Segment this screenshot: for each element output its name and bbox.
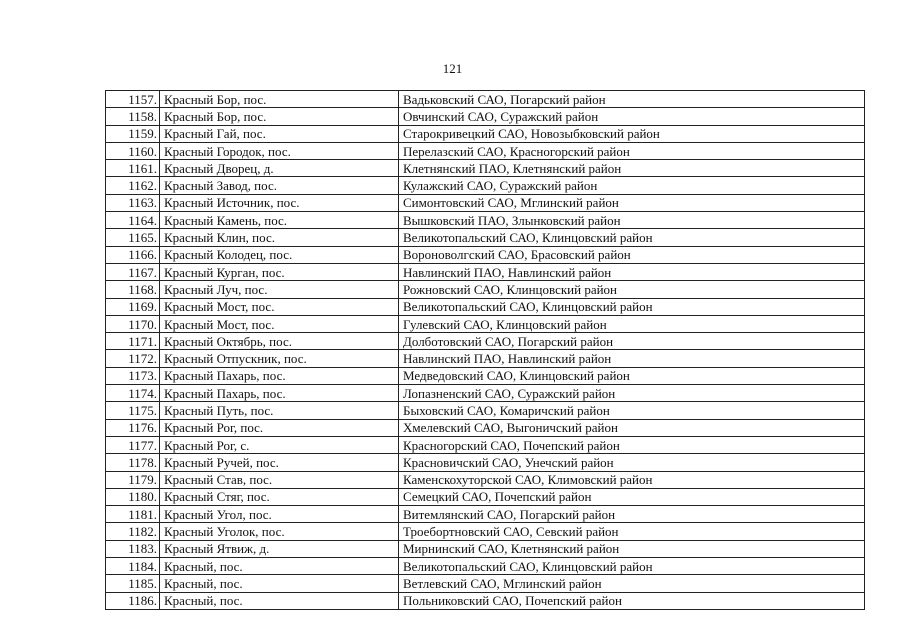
administration-district-cell: Навлинский ПАО, Навлинский район	[399, 263, 865, 280]
table-row	[106, 194, 865, 211]
table-row	[106, 177, 865, 194]
settlement-name-cell: Красный Рог, с.	[160, 436, 399, 453]
settlement-name-cell: Красный, пос.	[160, 575, 399, 592]
administration-district-cell: Красновичский САО, Унечский район	[399, 454, 865, 471]
administration-district-cell: Троебортновский САО, Севский район	[399, 523, 865, 540]
administration-district-cell: Семецкий САО, Почепский район	[399, 488, 865, 505]
table-row	[106, 315, 865, 332]
table-row	[106, 212, 865, 229]
settlement-name-cell: Красный Бор, пос.	[160, 91, 399, 108]
row-number-cell: 1165.	[106, 229, 160, 246]
row-number-cell: 1176.	[106, 419, 160, 436]
administration-district-cell: Перелазский САО, Красногорский район	[399, 142, 865, 159]
settlement-name-cell: Красный Пахарь, пос.	[160, 385, 399, 402]
row-number-cell: 1159.	[106, 125, 160, 142]
row-number-cell: 1179.	[106, 471, 160, 488]
settlement-name-cell: Красный Ятвиж, д.	[160, 540, 399, 557]
table-row	[106, 540, 865, 557]
row-number-cell: 1181.	[106, 506, 160, 523]
administration-district-cell: Великотопальский САО, Клинцовский район	[399, 298, 865, 315]
row-number-cell: 1173.	[106, 367, 160, 384]
administration-district-cell: Витемлянский САО, Погарский район	[399, 506, 865, 523]
administration-district-cell: Быховский САО, Комаричский район	[399, 402, 865, 419]
row-number-cell: 1172.	[106, 350, 160, 367]
table-row	[106, 142, 865, 159]
settlements-table	[105, 90, 865, 610]
settlement-name-cell: Красный Пахарь, пос.	[160, 367, 399, 384]
settlement-name-cell: Красный Рог, пос.	[160, 419, 399, 436]
table-row	[106, 488, 865, 505]
settlement-name-cell: Красный Дворец, д.	[160, 160, 399, 177]
row-number-cell: 1175.	[106, 402, 160, 419]
row-number-cell: 1170.	[106, 315, 160, 332]
administration-district-cell: Великотопальский САО, Клинцовский район	[399, 229, 865, 246]
row-number-cell: 1162.	[106, 177, 160, 194]
table-row	[106, 263, 865, 280]
settlement-name-cell: Красный Городок, пос.	[160, 142, 399, 159]
table-row	[106, 471, 865, 488]
row-number-cell: 1157.	[106, 91, 160, 108]
settlement-name-cell: Красный, пос.	[160, 592, 399, 609]
page-number: 121	[442, 61, 463, 76]
table-row	[106, 436, 865, 453]
row-number-cell: 1163.	[106, 194, 160, 211]
row-number-cell: 1164.	[106, 212, 160, 229]
administration-district-cell: Мирнинский САО, Клетнянский район	[399, 540, 865, 557]
administration-district-cell: Симонтовский САО, Мглинский район	[399, 194, 865, 211]
administration-district-cell: Ветлевский САО, Мглинский район	[399, 575, 865, 592]
table-row	[106, 246, 865, 263]
table-row	[106, 592, 865, 609]
table-row	[106, 160, 865, 177]
settlement-name-cell: Красный Гай, пос.	[160, 125, 399, 142]
table-row	[106, 91, 865, 108]
row-number-cell: 1158.	[106, 108, 160, 125]
settlement-name-cell: Красный Угол, пос.	[160, 506, 399, 523]
row-number-cell: 1171.	[106, 333, 160, 350]
table-row	[106, 108, 865, 125]
table-row	[106, 523, 865, 540]
settlement-name-cell: Красный Курган, пос.	[160, 263, 399, 280]
settlement-name-cell: Красный Источник, пос.	[160, 194, 399, 211]
table-row	[106, 558, 865, 575]
administration-district-cell: Кулажский САО, Суражский район	[399, 177, 865, 194]
settlement-name-cell: Красный Завод, пос.	[160, 177, 399, 194]
table-row	[106, 229, 865, 246]
settlement-name-cell: Красный Став, пос.	[160, 471, 399, 488]
administration-district-cell: Хмелевский САО, Выгоничский район	[399, 419, 865, 436]
settlement-name-cell: Красный Мост, пос.	[160, 315, 399, 332]
administration-district-cell: Каменскохуторской САО, Климовский район	[399, 471, 865, 488]
administration-district-cell: Овчинский САО, Суражский район	[399, 108, 865, 125]
row-number-cell: 1186.	[106, 592, 160, 609]
administration-district-cell: Вадьковский САО, Погарский район	[399, 91, 865, 108]
administration-district-cell: Вороноволгский САО, Брасовский район	[399, 246, 865, 263]
administration-district-cell: Польниковский САО, Почепский район	[399, 592, 865, 609]
administration-district-cell: Рожновский САО, Клинцовский район	[399, 281, 865, 298]
row-number-cell: 1167.	[106, 263, 160, 280]
administration-district-cell: Красногорский САО, Почепский район	[399, 436, 865, 453]
row-number-cell: 1180.	[106, 488, 160, 505]
table-row	[106, 367, 865, 384]
table-body	[106, 91, 865, 610]
table-row	[106, 454, 865, 471]
table-row	[106, 350, 865, 367]
settlement-name-cell: Красный, пос.	[160, 558, 399, 575]
settlement-name-cell: Красный Путь, пос.	[160, 402, 399, 419]
row-number-cell: 1166.	[106, 246, 160, 263]
table-row	[106, 506, 865, 523]
administration-district-cell: Старокривецкий САО, Новозыбковский район	[399, 125, 865, 142]
administration-district-cell: Долботовский САО, Погарский район	[399, 333, 865, 350]
row-number-cell: 1178.	[106, 454, 160, 471]
row-number-cell: 1177.	[106, 436, 160, 453]
row-number-cell: 1168.	[106, 281, 160, 298]
settlement-name-cell: Красный Октябрь, пос.	[160, 333, 399, 350]
settlement-name-cell: Красный Стяг, пос.	[160, 488, 399, 505]
settlement-name-cell: Красный Ручей, пос.	[160, 454, 399, 471]
table-row	[106, 385, 865, 402]
table-row	[106, 333, 865, 350]
row-number-cell: 1161.	[106, 160, 160, 177]
settlement-name-cell: Красный Уголок, пос.	[160, 523, 399, 540]
settlement-name-cell: Красный Луч, пос.	[160, 281, 399, 298]
row-number-cell: 1160.	[106, 142, 160, 159]
settlement-name-cell: Красный Клин, пос.	[160, 229, 399, 246]
administration-district-cell: Гулевский САО, Клинцовский район	[399, 315, 865, 332]
administration-district-cell: Навлинский ПАО, Навлинский район	[399, 350, 865, 367]
table-row	[106, 298, 865, 315]
row-number-cell: 1174.	[106, 385, 160, 402]
row-number-cell: 1182.	[106, 523, 160, 540]
administration-district-cell: Великотопальский САО, Клинцовский район	[399, 558, 865, 575]
administration-district-cell: Клетнянский ПАО, Клетнянский район	[399, 160, 865, 177]
settlement-name-cell: Красный Мост, пос.	[160, 298, 399, 315]
table-row	[106, 125, 865, 142]
administration-district-cell: Медведовский САО, Клинцовский район	[399, 367, 865, 384]
row-number-cell: 1184.	[106, 558, 160, 575]
row-number-cell: 1185.	[106, 575, 160, 592]
table-row	[106, 575, 865, 592]
table-row	[106, 419, 865, 436]
table-row	[106, 402, 865, 419]
administration-district-cell: Лопазненский САО, Суражский район	[399, 385, 865, 402]
row-number-cell: 1183.	[106, 540, 160, 557]
row-number-cell: 1169.	[106, 298, 160, 315]
settlement-name-cell: Красный Колодец, пос.	[160, 246, 399, 263]
settlement-name-cell: Красный Бор, пос.	[160, 108, 399, 125]
settlement-name-cell: Красный Камень, пос.	[160, 212, 399, 229]
administration-district-cell: Вышковский ПАО, Злынковский район	[399, 212, 865, 229]
settlement-name-cell: Красный Отпускник, пос.	[160, 350, 399, 367]
table-row	[106, 281, 865, 298]
